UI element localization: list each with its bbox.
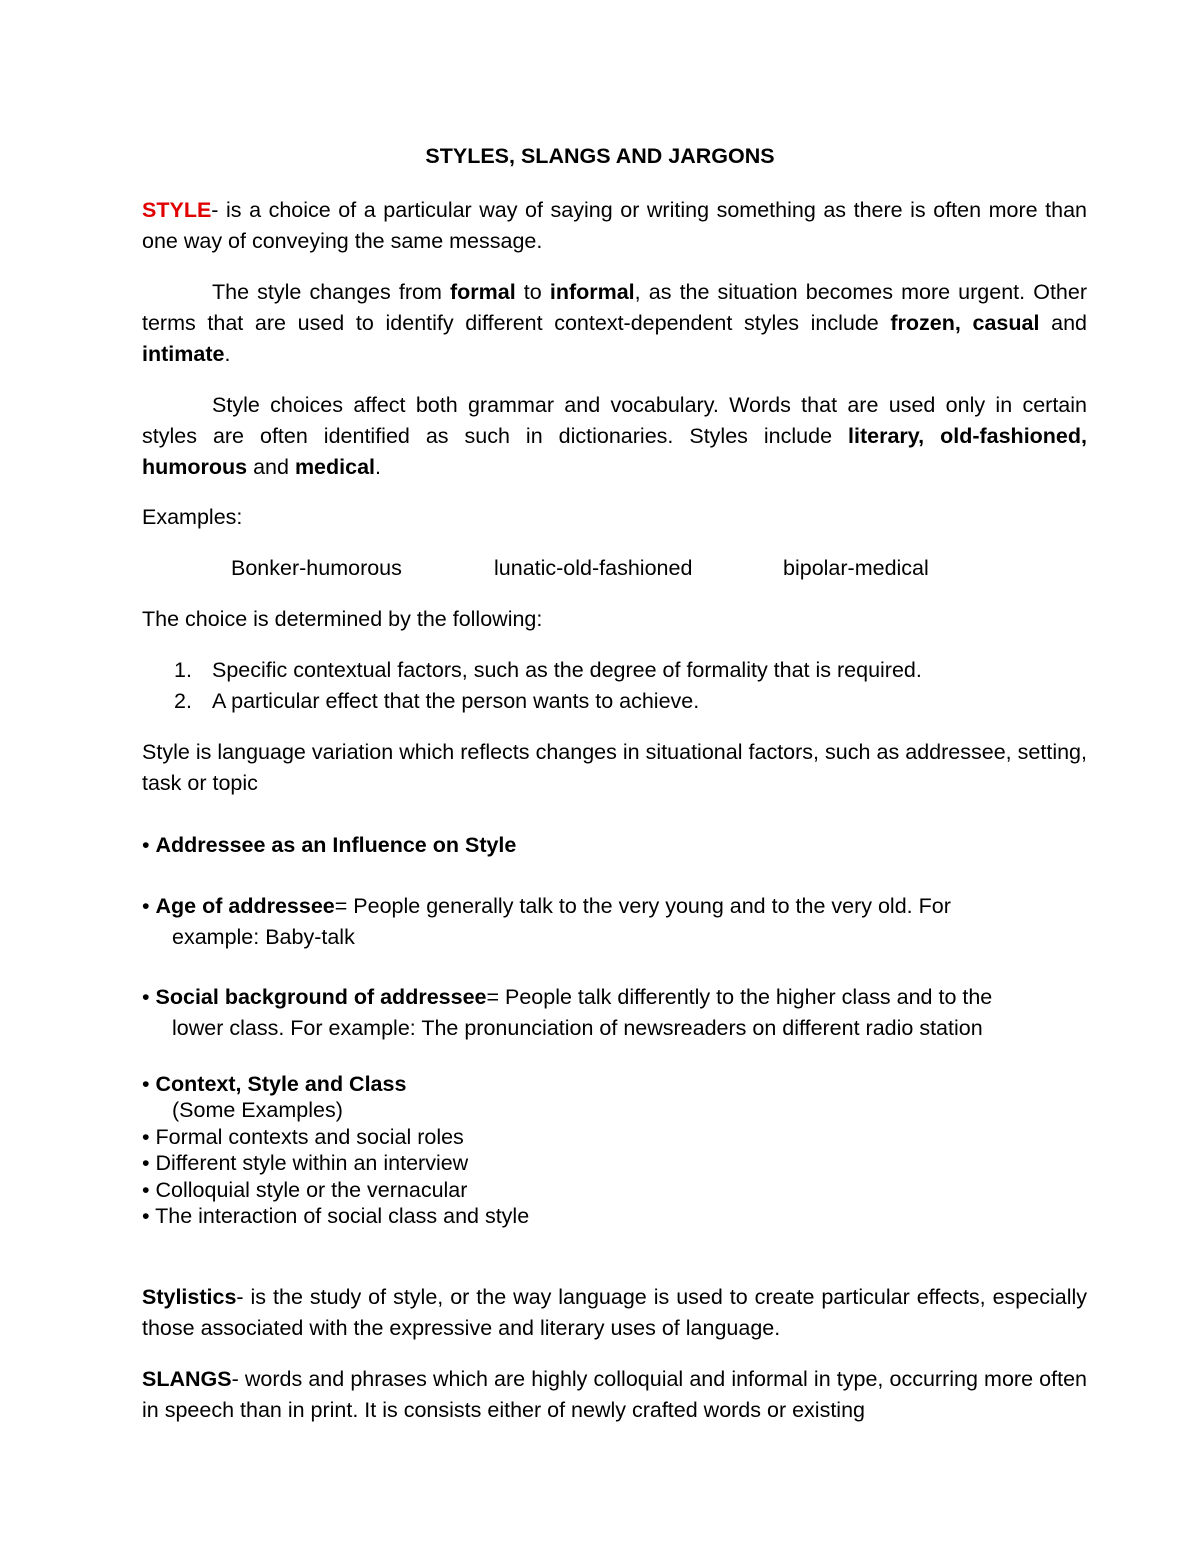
style-definition-text: - is a choice of a particular way of saying or writing something as there is often more than one way of conveying the same message.: [142, 198, 1087, 253]
text-run: to: [515, 280, 550, 304]
slangs-text: - words and phrases which are highly colloquial and informal in type, occurring more often in speech than in print. It is consists either of newly crafted words or existing: [142, 1367, 1087, 1422]
bullet-glyph: •: [142, 1125, 150, 1149]
stylistics-paragraph: [142, 1282, 1087, 1344]
list-number: 2.: [174, 689, 192, 713]
bullet-age: [142, 891, 951, 922]
text-run: .: [224, 342, 231, 366]
bullet-addressee: [142, 830, 516, 861]
list-item: Specific contextual factors, such as the degree of formality that is required.: [212, 658, 922, 682]
document-title: STYLES, SLANGS AND JARGONS: [425, 144, 775, 168]
text-run: and: [1039, 311, 1087, 335]
bold-term-frozen-casual: frozen, casual: [890, 311, 1040, 335]
example-item: lunatic-old-fashioned: [494, 556, 693, 580]
bullet-list-item: [142, 1177, 467, 1204]
bullet-term: Social background of addressee: [155, 985, 487, 1009]
bullet-glyph: •: [142, 1072, 150, 1096]
bold-term-medical: medical: [294, 455, 376, 479]
slangs-paragraph: [142, 1364, 1087, 1426]
text-run: and: [247, 455, 295, 479]
text-run: .: [375, 455, 381, 479]
example-item: Bonker-humorous: [231, 556, 402, 580]
bullet-text: Colloquial style or the vernacular: [155, 1178, 468, 1202]
text-run: The style changes from: [212, 280, 450, 304]
bullet-context: [142, 1071, 406, 1098]
text-run: , as the situation becomes more urgent. Other terms that are used to identify different context-dependent styles include: [142, 280, 1087, 335]
bullet-text: Different style within an interview: [155, 1151, 469, 1175]
list-item: A particular effect that the person wants to achieve.: [212, 689, 700, 713]
bold-term-formal: formal: [449, 280, 516, 304]
example-item: bipolar-medical: [783, 556, 929, 580]
bullet-glyph: •: [142, 1151, 150, 1175]
style-choices-paragraph: [142, 390, 1087, 483]
bullet-glyph: •: [142, 985, 150, 1009]
bullet-glyph: •: [142, 1204, 150, 1228]
style-term: STYLE: [142, 198, 212, 222]
bullet-list-item: [142, 1203, 529, 1230]
bullet-glyph: •: [142, 833, 150, 857]
bullet-continuation: lower class. For example: The pronunciation of newsreaders on different radio station: [172, 1016, 983, 1040]
stylistics-text: - is the study of style, or the way language is used to create particular effects, especially those associated with the expressive and literary uses of language.: [142, 1285, 1087, 1340]
bullet-glyph: •: [142, 894, 150, 918]
bullet-list-item: [142, 1150, 468, 1177]
bold-term-intimate: intimate: [142, 342, 225, 366]
formality-paragraph: [142, 277, 1087, 370]
bullet-text: = People generally talk to the very young and to the very old. For: [334, 894, 951, 918]
bullet-continuation: example: Baby-talk: [172, 925, 355, 949]
bullet-text: The interaction of social class and style: [155, 1204, 530, 1228]
bullet-glyph: •: [142, 1178, 150, 1202]
examples-label: Examples:: [142, 505, 243, 529]
bullet-heading: Addressee as an Influence on Style: [155, 833, 517, 857]
bullet-heading: Context, Style and Class: [155, 1072, 407, 1096]
bullet-text: = People talk differently to the higher class and to the: [486, 985, 993, 1009]
style-definition-paragraph: [142, 195, 1087, 257]
style-variation-paragraph: Style is language variation which reflects changes in situational factors, such as addressee, setting, task or topic: [142, 740, 1087, 795]
bullet-text: Formal contexts and social roles: [155, 1125, 464, 1149]
bullet-subtitle: (Some Examples): [172, 1098, 343, 1122]
bullet-social: [142, 982, 992, 1013]
slangs-term: SLANGS: [142, 1367, 232, 1391]
choice-intro: The choice is determined by the following:: [142, 607, 543, 631]
bullet-list-item: [142, 1124, 464, 1151]
text-run: Style choices affect both grammar and vocabulary. Words that are used only in certain styles are often identified as such in dictionaries. Styles include: [142, 393, 1087, 448]
bold-term-informal: informal: [549, 280, 635, 304]
bold-term-styles: literary, old-fashioned, humorous: [142, 424, 1087, 479]
bullet-term: Age of addressee: [155, 894, 335, 918]
stylistics-term: Stylistics: [142, 1285, 237, 1309]
list-number: 1.: [174, 658, 192, 682]
